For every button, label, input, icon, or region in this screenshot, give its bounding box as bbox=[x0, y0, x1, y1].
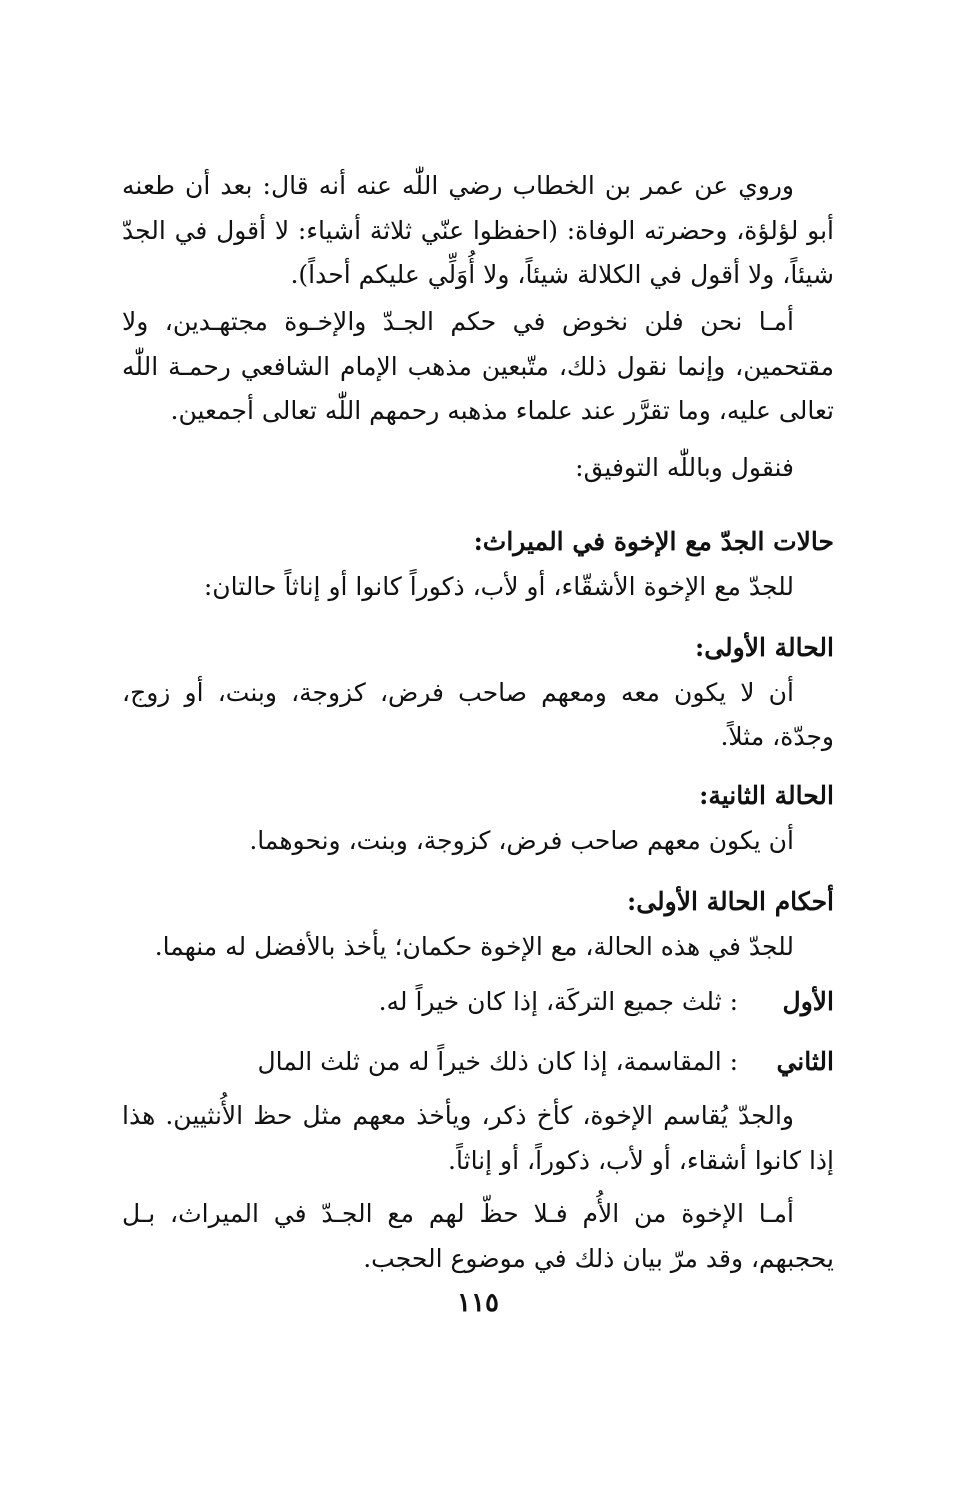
paragraph-text: للجدّ مع الإخوة الأشقّاء، أو لأب، ذكوراً كانوا أو إناثاً حالتان: bbox=[203, 571, 794, 601]
definition-row-first bbox=[122, 980, 834, 1040]
paragraph-text: أن لا يكون معه ومعهم صاحب فرض، كزوجة، وبنت، أو زوج، وجدّة، مثلاً. bbox=[122, 677, 834, 751]
paragraph-tawfiq bbox=[122, 446, 834, 491]
paragraph-text: أمـا نحن فلن نخوض في حكم الجـدّ والإخـوة مجتهـدين، ولا مقتحمين، وإنما نقول ذلك، متّبعين مذهب الإمام الشافعي رحمـة اللّٰه تعالى عليه، وما تقرَّر عند علماء مذهبه رحمهم اللّٰه تعالى أجمعين. bbox=[122, 307, 834, 425]
paragraph-umar-narration bbox=[122, 164, 834, 298]
paragraph-division bbox=[122, 1094, 834, 1183]
section-case-two bbox=[122, 774, 834, 863]
section-heading: الحالة الأولى: bbox=[694, 633, 834, 662]
definition-row-second bbox=[122, 1040, 834, 1085]
section-heading: حالات الجدّ مع الإخوة في الميراث: bbox=[473, 527, 834, 556]
section-cases bbox=[122, 520, 834, 609]
definition-term: الأول bbox=[782, 987, 834, 1016]
definition-text: : ثلث جميع التركَة، إذا كان خيراً له. bbox=[378, 987, 739, 1016]
paragraph-maternal-siblings bbox=[122, 1192, 834, 1281]
section-heading: أحكام الحالة الأولى: bbox=[626, 887, 834, 916]
paragraph-text: والجدّ يُقاسم الإخوة، كأخ ذكر، ويأخذ معهم مثل حظ الأُنثيين. هذا إذا كانوا أشقاء، أو لأب، ذكوراً، أو إناثاً. bbox=[122, 1101, 834, 1175]
definition-list bbox=[122, 980, 834, 1085]
paragraph-text: أمـا الإخوة من الأُم فـلا حظّ لهم مع الجـدّ في الميراث، بـل يحجبهم، وقد مرّ بيان ذلك في موضوع الحجب. bbox=[122, 1199, 834, 1273]
paragraph-text: أن يكون معهم صاحب فرض، كزوجة، وبنت، ونحوهما. bbox=[249, 825, 794, 855]
paragraph-method bbox=[122, 300, 834, 434]
page-number: ١١٥ bbox=[457, 1288, 499, 1318]
section-case-one bbox=[122, 626, 834, 760]
paragraph-text: للجدّ في هذه الحالة، مع الإخوة حكمان؛ يأخذ بالأفضل له منهما. bbox=[154, 931, 794, 961]
definition-term: الثاني bbox=[776, 1047, 834, 1076]
definition-text: : المقاسمة، إذا كان ذلك خيراً له من ثلث المال bbox=[257, 1047, 739, 1076]
section-heading: الحالة الثانية: bbox=[699, 781, 834, 810]
paragraph-text: وروي عن عمر بن الخطاب رضي اللّٰه عنه أنه قال: بعد أن طعنه أبو لؤلؤة، وحضرته الوفاة: (احفظوا عنّي ثلاثة أشياء: لا أقول في الجدّ شيئاً، ولا أقول في الكلالة شيئاً، ولا أُوَلِّي عليكم أحداً). bbox=[122, 171, 834, 289]
section-rulings bbox=[122, 880, 834, 969]
paragraph-text: فنقول وباللّٰه التوفيق: bbox=[575, 453, 794, 482]
